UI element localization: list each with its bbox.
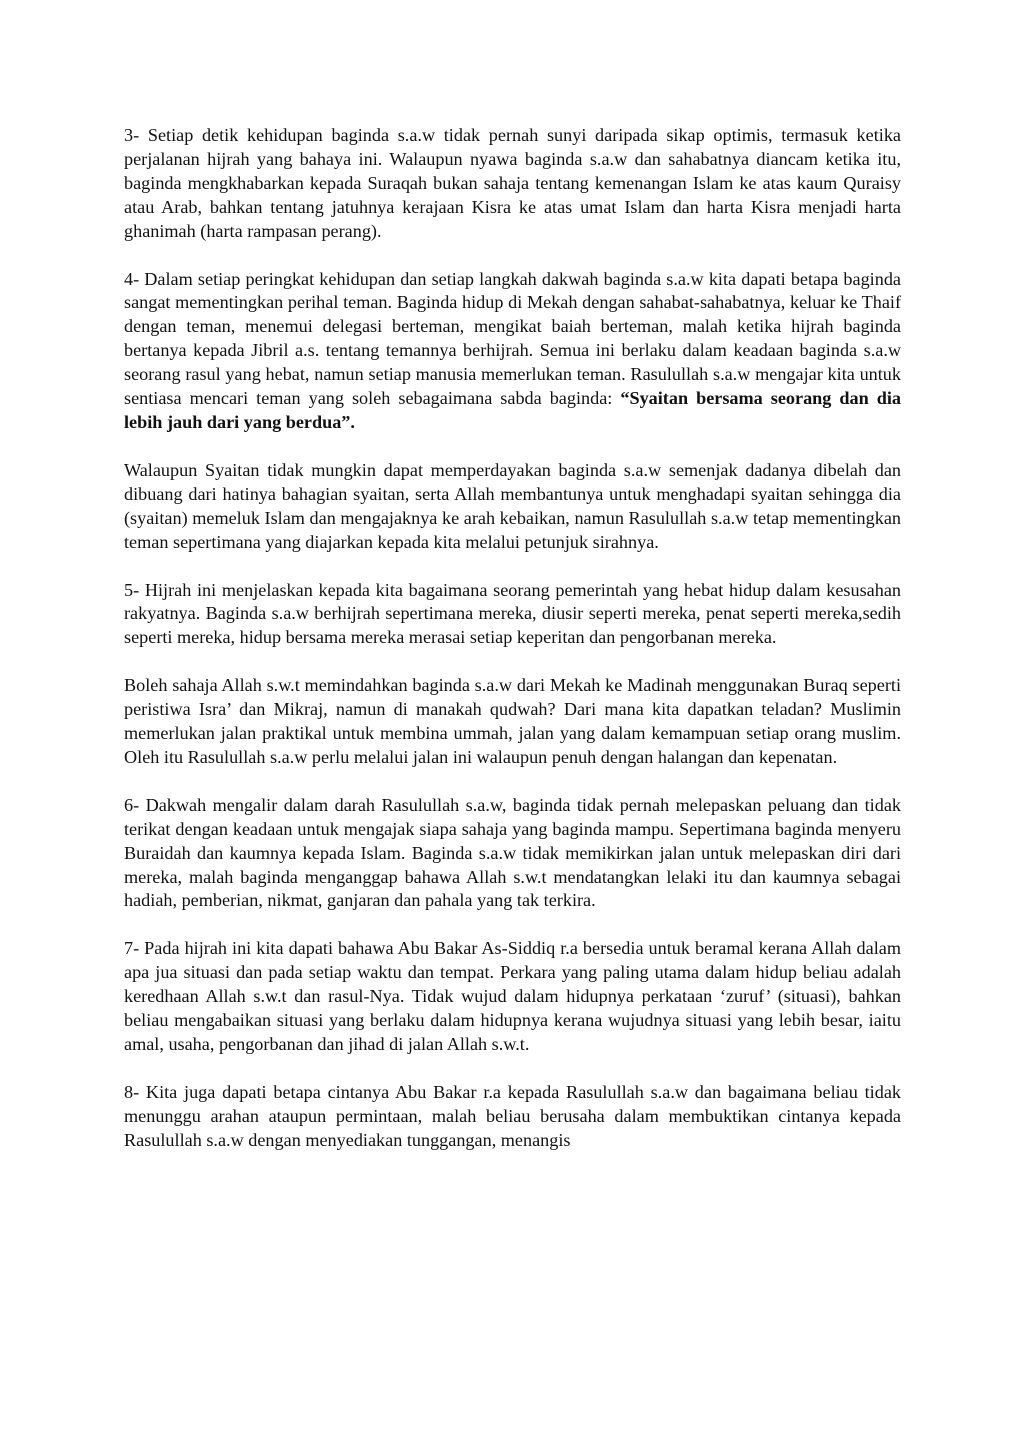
hadith-quote: “Syaitan bersama seorang dan dia lebih jauh dari yang berdua”.	[124, 388, 901, 432]
paragraph-point-4-continued: Walaupun Syaitan tidak mungkin dapat memperdayakan baginda s.a.w semenjak dadanya dibelah dan dibuang dari hatinya bahagian syaitan, serta Allah membantunya untuk menghadapi syaitan sehingga dia (syaitan) memeluk Islam dan mengajaknya ke arah kebaikan, namun Rasulullah s.a.w tetap mementingkan teman sepertimana yang diajarkan kepada kita melalui petunjuk sirahnya.	[124, 459, 901, 552]
paragraph-point-5-continued: Boleh sahaja Allah s.w.t memindahkan baginda s.a.w dari Mekah ke Madinah menggunakan Buraq seperti peristiwa Isra’ dan Mikraj, namun di manakah qudwah? Dari mana kita dapatkan teladan? Muslimin memerlukan jalan praktikal untuk membina ummah, jalan yang dalam kemampuan setiap orang muslim. Oleh itu Rasulullah s.a.w perlu melalui jalan ini walaupun penuh dengan halangan dan kepenatan.	[124, 675, 901, 767]
paragraph-point-4-text: 4- Dalam setiap peringkat kehidupan dan setiap langkah dakwah baginda s.a.w kita dapati betapa baginda sangat mementingkan perihal teman. Baginda hidup di Mekah dengan sahabat-sahabatnya, keluar ke Thaif dengan teman, menemui delegasi berteman, mengikat baiah berteman, malah ketika hijrah baginda bertanya kepada Jibril a.s. tentang temannya berhijrah. Semua ini berlaku dalam keadaan baginda s.a.w seorang rasul yang hebat, namun setiap manusia memerlukan teman. Rasulullah s.a.w mengajar kita untuk sentiasa mencari teman yang soleh sebagaimana sabda baginda:	[124, 268, 901, 409]
paragraph-point-6: 6- Dakwah mengalir dalam darah Rasulullah s.a.w, baginda tidak pernah melepaskan peluang dan tidak terikat dengan keadaan untuk mengajak siapa sahaja yang baginda mampu. Sepertimana baginda menyeru Buraidah dan kaumnya kepada Islam. Baginda s.a.w tidak memikirkan jalan untuk melepaskan diri dari mereka, malah baginda menganggap bahawa Allah s.w.t mendatangkan lelaki itu dan kaumnya sebagai hadiah, pemberian, nikmat, ganjaran dan pahala yang tak terkira.	[124, 794, 901, 911]
paragraph-point-4	[124, 268, 901, 435]
paragraph-point-8: 8- Kita juga dapati betapa cintanya Abu Bakar r.a kepada Rasulullah s.a.w dan bagaimana beliau tidak menunggu arahan ataupun permintaan, malah beliau berusaha dalam membuktikan cintanya kepada Rasulullah s.a.w dengan menyediakan tunggangan, menangis	[124, 1081, 901, 1150]
paragraph-point-5: 5- Hijrah ini menjelaskan kepada kita bagaimana seorang pemerintah yang hebat hidup dalam kesusahan rakyatnya. Baginda s.a.w berhijrah sepertimana mereka, diusir seperti mereka, penat seperti mereka,sedih seperti mereka, hidup bersama mereka merasai setiap keperitan dan pengorbanan mereka.	[124, 579, 901, 648]
paragraph-point-7: 7- Pada hijrah ini kita dapati bahawa Abu Bakar As-Siddiq r.a bersedia untuk beramal kerana Allah dalam apa jua situasi dan pada setiap waktu dan tempat. Perkara yang paling utama dalam hidup beliau adalah keredhaan Allah s.w.t dan rasul-Nya. Tidak wujud dalam hidupnya perkataan ‘zuruf’ (situasi), bahkan beliau mengabaikan situasi yang berlaku dalam hidupnya kerana wujudnya situasi yang lebih besar, iaitu amal, usaha, pengorbanan dan jihad di jalan Allah s.w.t.	[124, 938, 901, 1054]
document-page	[124, 124, 901, 1177]
paragraph-point-3: 3- Setiap detik kehidupan baginda s.a.w tidak pernah sunyi daripada sikap optimis, termasuk ketika perjalanan hijrah yang bahaya ini. Walaupun nyawa baginda s.a.w dan sahabatnya diancam ketika itu, baginda mengkhabarkan kepada Suraqah bukan sahaja tentang kemenangan Islam ke atas kaum Quraisy atau Arab, bahkan tentang jatuhnya kerajaan Kisra ke atas umat Islam dan harta Kisra menjadi harta ghanimah (harta rampasan perang).	[124, 125, 901, 241]
